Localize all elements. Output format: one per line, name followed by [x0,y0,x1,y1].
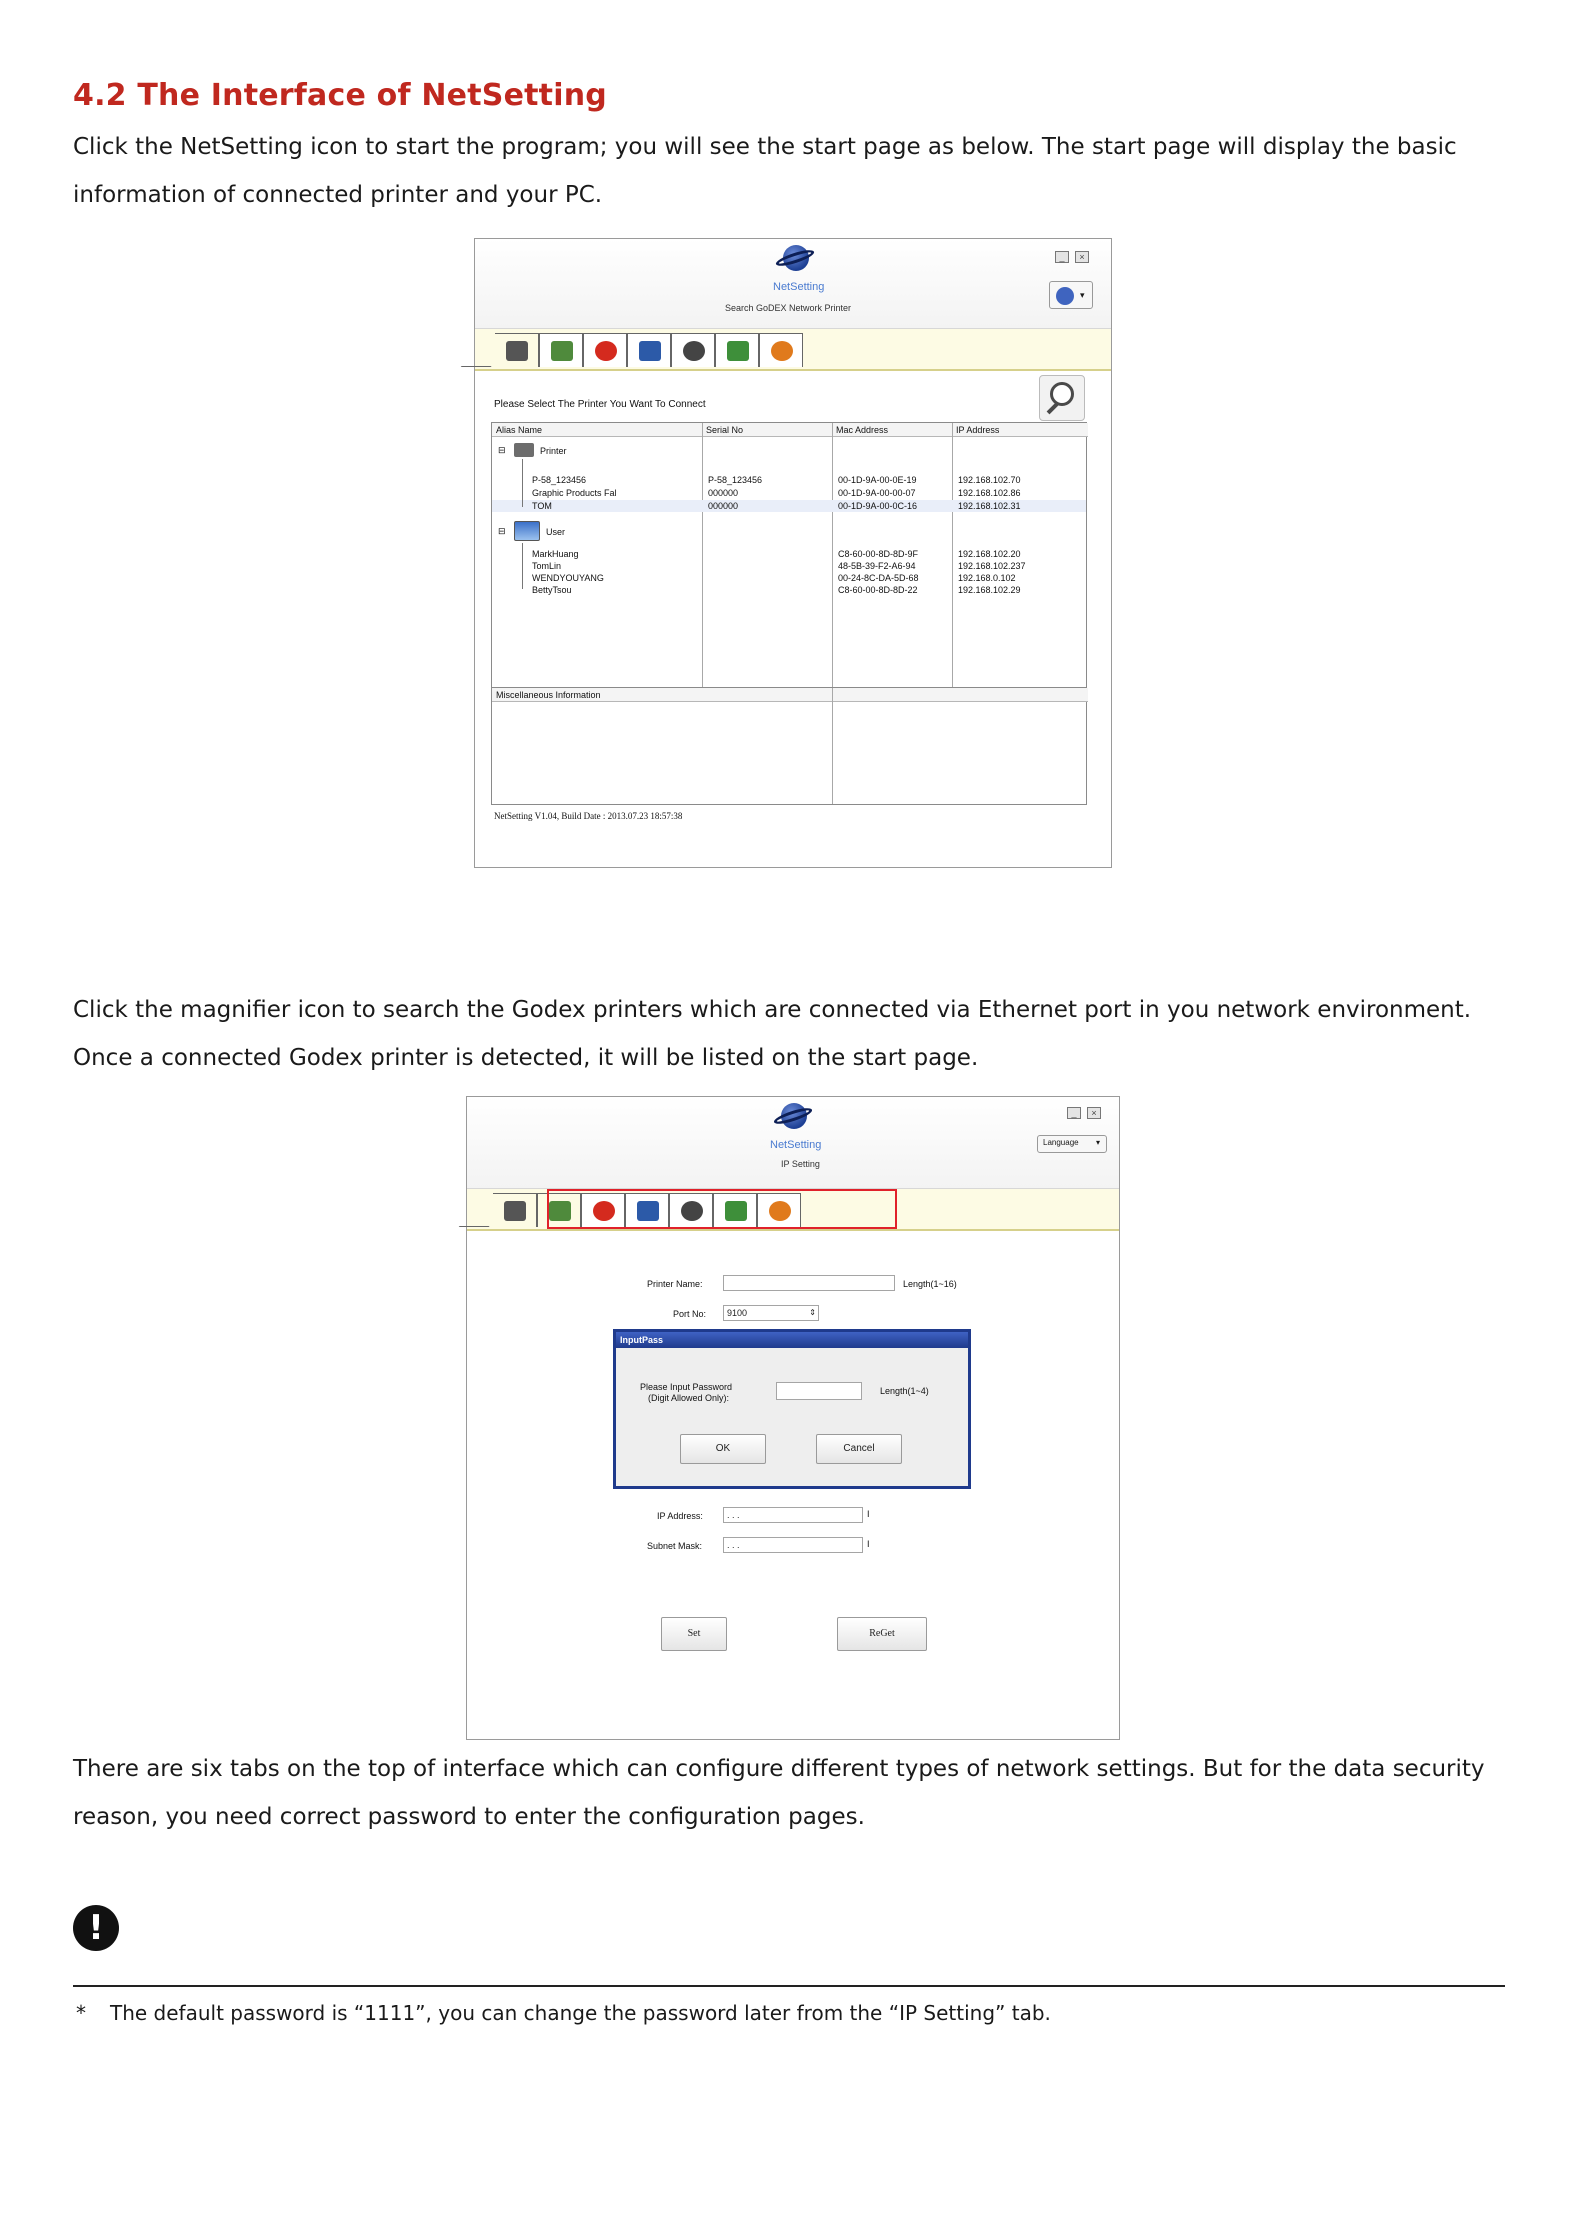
tab-bar [475,329,1111,371]
magnifier-icon [1050,382,1074,406]
table-cell: 00-1D-9A-00-0C-16 [838,501,918,511]
footnote-marker: * [76,2001,86,2025]
misc-info-panel [491,687,1087,805]
tab-update[interactable] [715,333,759,367]
tab-printer[interactable] [493,1193,537,1227]
globe-icon [1056,287,1074,305]
window-header [467,1097,1119,1189]
tab-printer[interactable] [495,333,539,367]
input-password-dialog [613,1329,971,1489]
intro-paragraph: Click the NetSetting icon to start the program; you will see the start page as below. The start page will display the basic information of connected printer and your PC. [73,134,1457,208]
table-cell: 00-1D-9A-00-00-07 [838,488,916,498]
subnet-mask-label: Subnet Mask: [647,1541,703,1551]
footnote: The default password is “1111”, you can change the password later from the “IP Setting” tab. [110,2001,1051,2025]
language-globe-button[interactable] [1049,281,1093,309]
tab-settings[interactable] [671,333,715,367]
ip-address-input[interactable] [723,1507,863,1523]
tabs-paragraph: There are six tabs on the top of interface which can configure different types of network settings. But for the data security reason, you need correct password to enter the configuration pages. [73,1756,1485,1830]
minimize-icon[interactable]: _ [1067,1107,1081,1119]
search-paragraph: Click the magnifier icon to search the Godex printers which are connected via Ethernet port in you network environment. Once a connected Godex printer is detected, it will be listed on the start page. [73,997,1472,1071]
table-cell: 192.168.102.86 [958,488,1021,498]
netsetting-ip-setting-window [466,1096,1120,1740]
printer-group-icon [514,443,534,457]
tab-alert[interactable] [583,333,627,367]
section-heading: 4.2 The Interface of NetSetting [73,78,607,113]
tab-email[interactable] [627,333,671,367]
reset-icon [771,341,793,361]
exclamation-icon: ! [73,1905,119,1951]
ip-setting-icon [551,341,573,361]
update-icon [727,341,749,361]
select-printer-prompt: Please Select The Printer You Want To Connect [494,399,706,410]
divider [73,1985,1505,1987]
language-label: Language [1043,1138,1079,1147]
table-row[interactable]: TOM [532,501,552,511]
printer-icon [506,341,528,361]
chevron-down-icon: ▾ [1096,1138,1101,1147]
table-row[interactable]: WENDYOUYANG [532,573,604,583]
language-select[interactable] [1037,1135,1107,1153]
logo-text: NetSetting [770,1139,822,1151]
netsetting-logo-icon [773,1101,813,1135]
column-header[interactable]: IP Address [952,423,1088,437]
column-header[interactable]: Serial No [702,423,832,437]
table-cell: 192.168.102.29 [958,585,1021,595]
password-input[interactable] [776,1382,862,1400]
close-icon[interactable]: × [1087,1107,1101,1119]
close-icon[interactable]: × [1075,251,1089,263]
user-computer-icon [514,521,540,541]
column-header[interactable]: Alias Name [492,423,702,437]
version-info: NetSetting V1.04, Build Date : 2013.07.23 18:57:38 [494,811,683,821]
printer-name-label: Printer Name: [647,1279,703,1289]
set-button[interactable]: Set [661,1617,727,1651]
subnet-mask-placeholder: . . . [727,1540,740,1550]
table-cell: 192.168.102.31 [958,501,1021,511]
printer-name-input[interactable] [723,1275,895,1291]
misc-info-header: Miscellaneous Information [492,688,832,702]
tree-group-user[interactable]: User [546,527,566,537]
table-row[interactable]: BettyTsou [532,585,572,595]
table-cell: 000000 [708,501,739,511]
chevron-down-icon: ▾ [1080,290,1085,300]
column-header[interactable]: Mac Address [832,423,952,437]
table-row[interactable]: P-58_123456 [532,475,587,485]
table-row[interactable]: Graphic Products Fal [532,488,617,498]
ip-address-label: IP Address: [657,1511,703,1521]
table-cell: 192.168.0.102 [958,573,1016,583]
table-cell: C8-60-00-8D-8D-9F [838,549,919,559]
password-length: Length(1~4) [880,1386,929,1396]
subnet-mask-input[interactable] [723,1537,863,1553]
table-cell: 192.168.102.70 [958,475,1021,485]
magnifier-search-button[interactable] [1039,375,1085,421]
netsetting-logo-icon [775,243,815,277]
subnet-cursor-icon: I [867,1539,870,1549]
logo-text: NetSetting [773,281,825,293]
settings-icon [683,341,705,361]
password-label: Please Input Password [640,1382,733,1392]
spinner-icon[interactable]: ⇕ [809,1308,816,1317]
table-cell: 192.168.102.20 [958,549,1021,559]
table-row[interactable]: TomLin [532,561,562,571]
ip-cursor-icon: I [867,1509,870,1519]
table-cell: P-58_123456 [708,475,763,485]
minimize-icon[interactable]: _ [1055,251,1069,263]
tab-ip-setting[interactable] [539,333,583,367]
window-header [475,239,1111,329]
window-subtitle: IP Setting [781,1159,820,1169]
tree-group-printer[interactable]: Printer [540,446,567,456]
table-row[interactable]: MarkHuang [532,549,579,559]
window-subtitle: Search GoDEX Network Printer [725,303,852,313]
tab-reset[interactable] [759,333,803,367]
port-label: Port No: [673,1309,707,1319]
ip-address-placeholder: . . . [727,1510,740,1520]
printer-name-length: Length(1~16) [903,1279,957,1289]
alert-icon [595,341,617,361]
table-cell: 48-5B-39-F2-A6-94 [838,561,916,571]
port-stepper[interactable] [723,1305,819,1321]
printer-icon [504,1201,526,1221]
table-cell: C8-60-00-8D-8D-22 [838,585,918,595]
password-hint: (Digit Allowed Only): [648,1393,730,1403]
printer-list[interactable]: Alias Name Serial No Mac Address IP Address ⊟ Printer P-58_123456 P-58_123456 00-1D-9A-00-0E-19 192.168.102.70 Graphic Products Fal 000000 00-1D-9A-00-00-07 192.168.102.86 TOM 000000 00-1D-9A-00-0C-16 192.168.102.31 ⊟ User MarkHuang C8-60-00-8D-8D-9F 192.168.102.20 TomLin 48-5B-39-F2-A6-94 192.168.102.237 WENDYOUYANG 00-24-8C-DA-5D-68 192.168.0.102 BettyTsou C8-60-00-8D-8D-22 192.168.102.29 [491,422,1087,690]
table-cell: 000000 [708,488,739,498]
ok-button[interactable]: OK [680,1434,766,1464]
port-value: 9100 [727,1308,748,1318]
dialog-title: InputPass [616,1332,968,1348]
cancel-button[interactable]: Cancel [816,1434,902,1464]
reget-button[interactable]: ReGet [837,1617,927,1651]
netsetting-start-window [474,238,1112,868]
tabs-highlight-box [547,1189,897,1229]
email-icon [639,341,661,361]
table-cell: 00-1D-9A-00-0E-19 [838,475,917,485]
table-cell: 00-24-8C-DA-5D-68 [838,573,919,583]
table-cell: 192.168.102.237 [958,561,1026,571]
